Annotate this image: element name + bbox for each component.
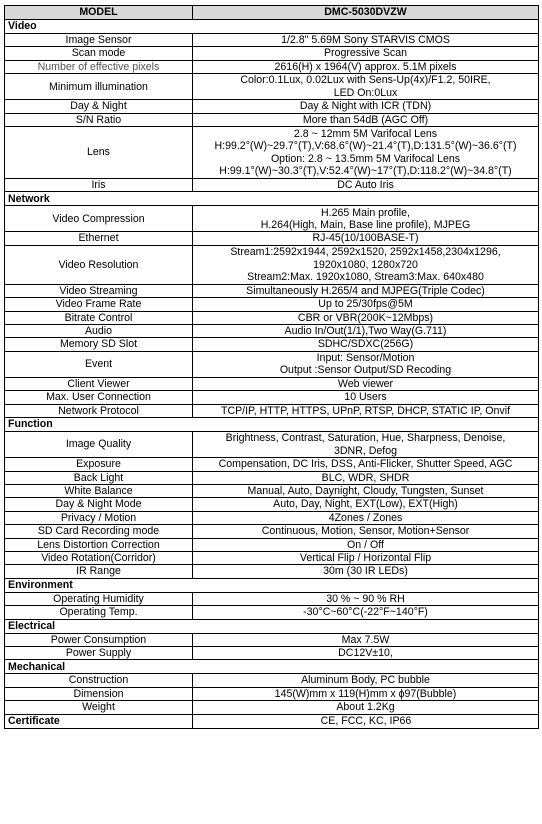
spec-value-line: Continuous, Motion, Sensor, Motion+Sensor bbox=[261, 525, 470, 538]
spec-value bbox=[193, 432, 539, 458]
spec-value-line: Option: 2.8 ~ 13.5mm 5M Varifocal Lens bbox=[270, 152, 461, 165]
spec-value-line: Max 7.5W bbox=[341, 633, 390, 646]
spec-label: Memory SD Slot bbox=[5, 338, 193, 351]
spec-row bbox=[5, 701, 539, 714]
section-row bbox=[5, 20, 539, 34]
model-label: MODEL bbox=[5, 6, 193, 20]
spec-row bbox=[5, 232, 539, 245]
spec-row bbox=[5, 74, 539, 100]
spec-label: Video Resolution bbox=[5, 245, 193, 284]
spec-label: Day & Night Mode bbox=[5, 498, 193, 511]
spec-value bbox=[193, 674, 539, 687]
spec-row bbox=[5, 404, 539, 417]
spec-value-line: Stream2:Max. 1920x1080, Stream3:Max. 640x480 bbox=[247, 271, 484, 284]
spec-label: Weight bbox=[5, 701, 193, 714]
spec-value bbox=[193, 458, 539, 471]
spec-row bbox=[5, 298, 539, 311]
spec-row bbox=[5, 127, 539, 179]
spec-row bbox=[5, 206, 539, 232]
spec-value-line: Audio In/Out(1/1),Two Way(G.711) bbox=[284, 325, 447, 338]
spec-label: Back Light bbox=[5, 471, 193, 484]
spec-value-line: -30°C~60°C(-22°F~140°F) bbox=[303, 606, 428, 619]
model-value: DMC-5030DVZW bbox=[193, 6, 539, 20]
spec-row bbox=[5, 646, 539, 659]
spec-label: Scan mode bbox=[5, 47, 193, 60]
section-row bbox=[5, 578, 539, 592]
spec-value bbox=[193, 551, 539, 564]
spec-value-line: Aluminum Body, PC bubble bbox=[301, 674, 430, 687]
section-title: Environment bbox=[5, 578, 539, 592]
spec-row bbox=[5, 592, 539, 605]
spec-value-line: 2.8 ~ 12mm 5M Varifocal Lens bbox=[293, 127, 438, 140]
spec-value bbox=[193, 498, 539, 511]
spec-value-line: 30m (30 IR LEDs) bbox=[323, 565, 408, 578]
spec-row bbox=[5, 471, 539, 484]
spec-label: IR Range bbox=[5, 565, 193, 578]
spec-label: Video Rotation(Corridor) bbox=[5, 551, 193, 564]
spec-value-line: LED On:0Lux bbox=[333, 86, 398, 99]
section-row bbox=[5, 192, 539, 206]
spec-label: Client Viewer bbox=[5, 377, 193, 390]
spec-value bbox=[193, 606, 539, 619]
spec-value bbox=[193, 351, 539, 377]
spec-value bbox=[193, 311, 539, 324]
spec-value-line: More than 54dB (AGC Off) bbox=[302, 113, 429, 126]
spec-value-line: BLC, WDR, SHDR bbox=[321, 471, 410, 484]
section-title: Network bbox=[5, 192, 539, 206]
spec-label: S/N Ratio bbox=[5, 113, 193, 126]
spec-value bbox=[193, 633, 539, 646]
spec-body bbox=[5, 20, 539, 729]
spec-label: Operating Humidity bbox=[5, 592, 193, 605]
spec-label: Image Sensor bbox=[5, 34, 193, 47]
spec-value bbox=[193, 127, 539, 179]
spec-value-line: DC Auto Iris bbox=[337, 179, 394, 192]
spec-label: Event bbox=[5, 351, 193, 377]
spec-row bbox=[5, 525, 539, 538]
spec-value-line: On / Off bbox=[347, 538, 384, 551]
spec-value-line: Manual, Auto, Daynight, Cloudy, Tungsten, Sunset bbox=[247, 484, 484, 497]
spec-value-line: Web viewer bbox=[337, 377, 394, 390]
spec-row bbox=[5, 179, 539, 192]
section-title: Video bbox=[5, 20, 539, 34]
spec-row bbox=[5, 432, 539, 458]
spec-row bbox=[5, 511, 539, 524]
spec-label: Audio bbox=[5, 325, 193, 338]
section-row bbox=[5, 619, 539, 633]
spec-value-line: H:99.2°(W)~29.7°(T),V:68.6°(W)~21.4°(T),D:131.5°(W)~36.6°(T) bbox=[214, 140, 517, 153]
spec-label: Dimension bbox=[5, 687, 193, 700]
spec-value-line: CE, FCC, KC, IP66 bbox=[320, 714, 412, 727]
spec-value bbox=[193, 525, 539, 538]
spec-value bbox=[193, 100, 539, 113]
spec-value-line: 2616(H) x 1964(V) approx. 5.1M pixels bbox=[274, 60, 457, 73]
spec-label: Video Compression bbox=[5, 206, 193, 232]
spec-value bbox=[193, 484, 539, 497]
spec-value bbox=[193, 74, 539, 100]
spec-label: Bitrate Control bbox=[5, 311, 193, 324]
spec-row bbox=[5, 100, 539, 113]
spec-value bbox=[193, 687, 539, 700]
spec-value-line: H.264(High, Main, Base line profile), MJPEG bbox=[260, 218, 471, 231]
spec-label: Number of effective pixels bbox=[5, 60, 193, 73]
spec-value bbox=[193, 245, 539, 284]
spec-row bbox=[5, 34, 539, 47]
spec-value-line: RJ-45(10/100BASE-T) bbox=[312, 232, 419, 245]
spec-value-line: Vertical Flip / Horizontal Flip bbox=[299, 551, 432, 564]
spec-value bbox=[193, 34, 539, 47]
spec-value-line: DC12V±10, bbox=[338, 646, 393, 659]
spec-value-line: 145(W)mm x 119(H)mm x ɸ97(Bubble) bbox=[274, 687, 457, 700]
spec-label: Operating Temp. bbox=[5, 606, 193, 619]
section-row bbox=[5, 660, 539, 674]
spec-value-line: Color:0.1Lux, 0.02Lux with Sens-Up(4x)/F1.2, 50IRE, bbox=[240, 74, 491, 87]
spec-row bbox=[5, 60, 539, 73]
spec-value-line: H:99.1°(W)~30.3°(T),V:52.4°(W)~17°(T),D:118.2°(W)~34.8°(T) bbox=[219, 164, 512, 177]
section-title: Electrical bbox=[5, 619, 539, 633]
spec-value bbox=[193, 511, 539, 524]
table-header-row bbox=[5, 6, 539, 20]
spec-value bbox=[193, 391, 539, 404]
spec-value bbox=[193, 538, 539, 551]
spec-label: SD Card Recording mode bbox=[5, 525, 193, 538]
spec-value-line: Stream1:2592x1944, 2592x1520, 2592x1458,2304x1296, bbox=[230, 246, 501, 259]
spec-value bbox=[193, 565, 539, 578]
spec-label: Ethernet bbox=[5, 232, 193, 245]
spec-label: White Balance bbox=[5, 484, 193, 497]
spec-value bbox=[193, 701, 539, 714]
spec-row bbox=[5, 484, 539, 497]
spec-value-line: Day & Night with ICR (TDN) bbox=[299, 100, 432, 113]
spec-value-line: Up to 25/30fps@5M bbox=[318, 298, 413, 311]
spec-row bbox=[5, 565, 539, 578]
spec-label: Lens Distortion Correction bbox=[5, 538, 193, 551]
spec-value bbox=[193, 179, 539, 192]
spec-row bbox=[5, 338, 539, 351]
section-title: Mechanical bbox=[5, 660, 539, 674]
spec-value-line: 4Zones / Zones bbox=[328, 511, 403, 524]
spec-label: Minimum illumination bbox=[5, 74, 193, 100]
spec-value bbox=[193, 206, 539, 232]
section-row bbox=[5, 418, 539, 432]
spec-value-line: TCP/IP, HTTP, HTTPS, UPnP, RTSP, DHCP, STATIC IP, Onvif bbox=[220, 404, 511, 417]
spec-value-line: 30 % ~ 90 % RH bbox=[326, 592, 405, 605]
spec-row bbox=[5, 687, 539, 700]
spec-value bbox=[193, 377, 539, 390]
spec-label: Privacy / Motion bbox=[5, 511, 193, 524]
spec-label: Video Frame Rate bbox=[5, 298, 193, 311]
spec-row bbox=[5, 113, 539, 126]
spec-label: Video Streaming bbox=[5, 284, 193, 297]
spec-row bbox=[5, 458, 539, 471]
spec-value-line: 10 Users bbox=[344, 391, 387, 404]
spec-value bbox=[193, 592, 539, 605]
spec-row bbox=[5, 245, 539, 284]
spec-row bbox=[5, 325, 539, 338]
spec-row bbox=[5, 284, 539, 297]
spec-value bbox=[193, 60, 539, 73]
spec-row bbox=[5, 606, 539, 619]
spec-row bbox=[5, 377, 539, 390]
spec-row bbox=[5, 674, 539, 687]
spec-value bbox=[193, 646, 539, 659]
spec-label: Max. User Connection bbox=[5, 391, 193, 404]
spec-label: Construction bbox=[5, 674, 193, 687]
spec-sheet bbox=[4, 5, 538, 729]
spec-value-line: About 1.2Kg bbox=[336, 701, 395, 714]
spec-row bbox=[5, 633, 539, 646]
spec-row bbox=[5, 391, 539, 404]
spec-row bbox=[5, 351, 539, 377]
spec-value-line: 1/2.8" 5.69M Sony STARVIS CMOS bbox=[281, 34, 450, 46]
spec-value-line: Progressive Scan bbox=[323, 47, 408, 60]
spec-value bbox=[193, 47, 539, 60]
spec-value bbox=[193, 284, 539, 297]
spec-label: Power Consumption bbox=[5, 633, 193, 646]
section-title: Certificate bbox=[5, 714, 193, 728]
spec-value bbox=[193, 714, 539, 728]
spec-label: Day & Night bbox=[5, 100, 193, 113]
spec-label: Iris bbox=[5, 179, 193, 192]
spec-row bbox=[5, 538, 539, 551]
spec-value-line: Auto, Day, Night, EXT(Low), EXT(High) bbox=[273, 498, 458, 511]
spec-value bbox=[193, 338, 539, 351]
spec-label: Exposure bbox=[5, 458, 193, 471]
spec-value bbox=[193, 298, 539, 311]
spec-value-line: SDHC/SDXC(256G) bbox=[317, 338, 414, 351]
spec-value-line: Simultaneously H.265/4 and MJPEG(Triple Codec) bbox=[246, 284, 485, 297]
spec-row bbox=[5, 311, 539, 324]
spec-value bbox=[193, 325, 539, 338]
spec-value-line: Compensation, DC Iris, DSS, Anti-Flicker, Shutter Speed, AGC bbox=[218, 458, 513, 471]
spec-value-line: Input: Sensor/Motion bbox=[316, 351, 415, 364]
spec-value-line: CBR or VBR(200K~12Mbps) bbox=[297, 311, 434, 324]
spec-value-line: H.265 Main profile, bbox=[321, 206, 410, 219]
spec-row bbox=[5, 498, 539, 511]
spec-label: Power Supply bbox=[5, 646, 193, 659]
spec-label: Lens bbox=[5, 127, 193, 179]
spec-value-line: Output :Sensor Output/SD Recoding bbox=[279, 364, 452, 377]
spec-value bbox=[193, 232, 539, 245]
spec-value-line: 3DNR, Defog bbox=[334, 444, 397, 457]
spec-label: Image Quality bbox=[5, 432, 193, 458]
spec-label: Network Protocol bbox=[5, 404, 193, 417]
spec-value bbox=[193, 471, 539, 484]
spec-table bbox=[4, 5, 539, 729]
section-row bbox=[5, 714, 539, 728]
spec-row bbox=[5, 47, 539, 60]
spec-value-line: Brightness, Contrast, Saturation, Hue, Sharpness, Denoise, bbox=[225, 432, 506, 445]
spec-value-line: 1920x1080, 1280x720 bbox=[313, 258, 418, 271]
section-title: Function bbox=[5, 418, 539, 432]
spec-value bbox=[193, 113, 539, 126]
spec-value bbox=[193, 404, 539, 417]
spec-row bbox=[5, 551, 539, 564]
